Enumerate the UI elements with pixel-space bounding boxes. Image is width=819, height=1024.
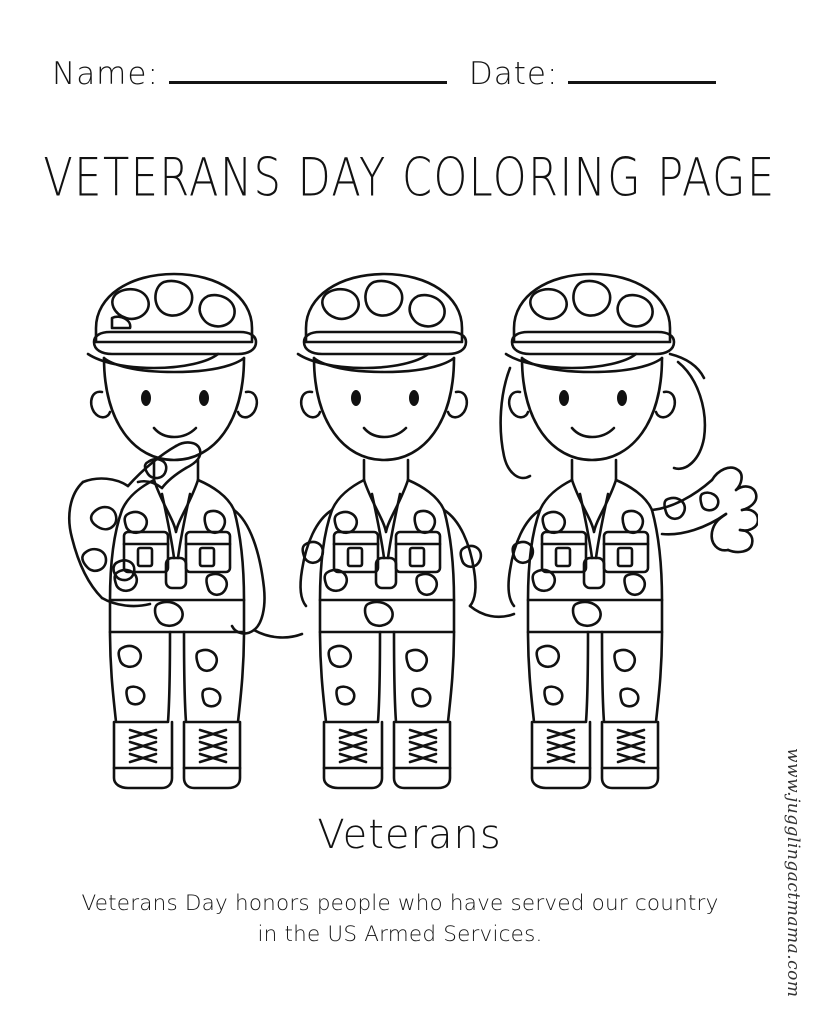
site-watermark: www.jugglingactmama.com xyxy=(783,748,803,998)
name-write-in-line[interactable] xyxy=(169,80,447,84)
name-date-row xyxy=(52,56,767,106)
soldier-center xyxy=(298,274,481,788)
date-label: Date: xyxy=(468,56,559,92)
name-label: Name: xyxy=(52,56,159,92)
soldier-right xyxy=(501,274,758,788)
soldier-left xyxy=(69,274,264,788)
date-write-in-line[interactable] xyxy=(568,80,716,84)
description-text: Veterans Day honors people who have served our country in the US Armed Services. xyxy=(81,891,719,947)
soldiers-illustration xyxy=(58,232,758,802)
illustration-caption: Veterans xyxy=(317,812,502,858)
page-title: VETERANS DAY COLORING PAGE xyxy=(43,148,776,209)
